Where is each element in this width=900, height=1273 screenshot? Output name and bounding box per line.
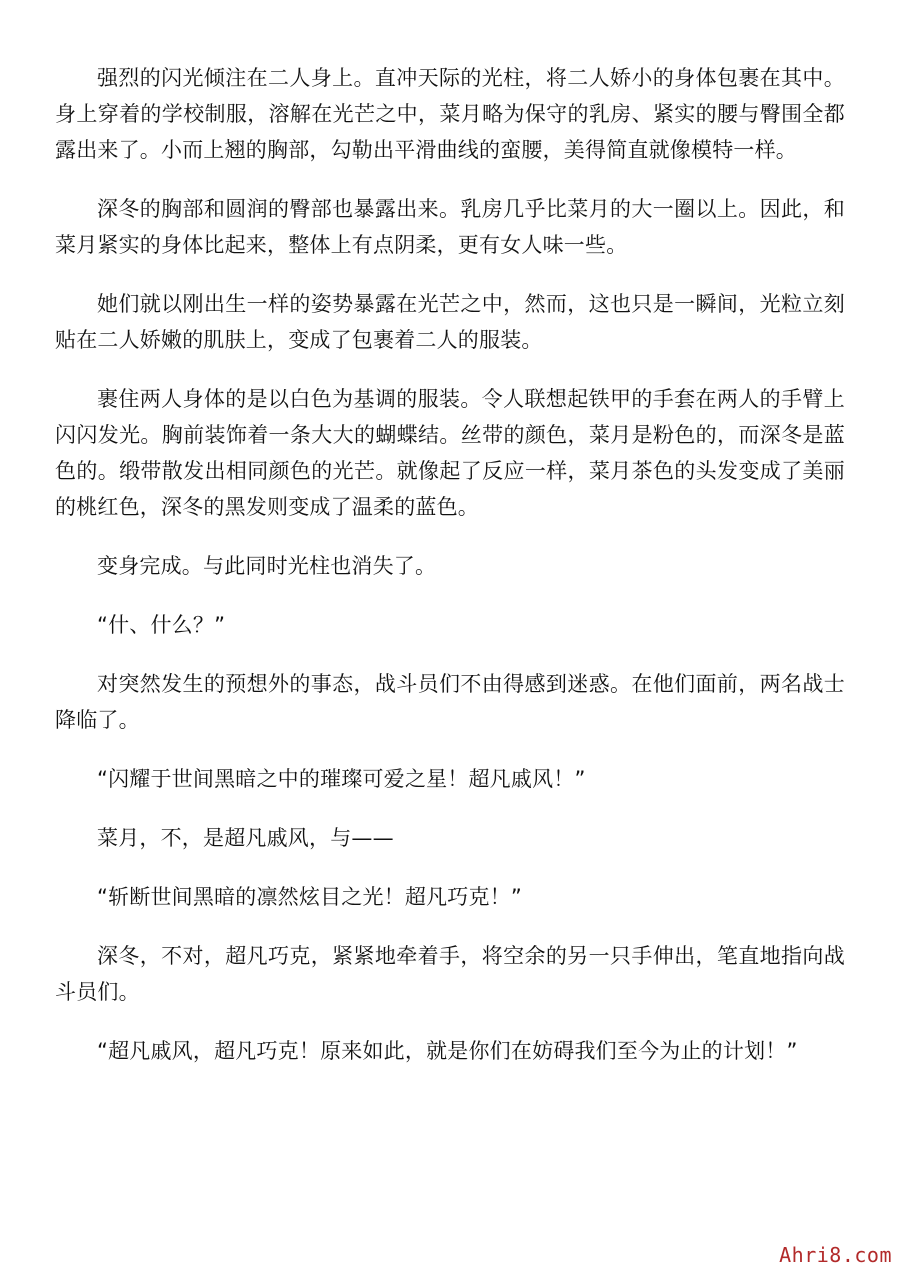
paragraph-7: 对突然发生的预想外的事态，战斗员们不由得感到迷惑。在他们面前，两名战士降临了。: [55, 672, 845, 732]
paragraph-12: “超凡戚风，超凡巧克！原来如此，就是你们在妨碍我们至今为止的计划！”: [97, 1039, 798, 1063]
paragraph-8: “闪耀于世间黑暗之中的璀璨可爱之星！超凡戚风！”: [97, 767, 586, 791]
paragraph-11: 深冬，不对，超凡巧克，紧紧地牵着手，将空余的另一只手伸出，笔直地指向战斗员们。: [55, 944, 845, 1004]
paragraph-9: 菜月，不，是超凡戚风，与——: [97, 826, 394, 850]
paragraph-4: 裹住两人身体的是以白色为基调的服装。令人联想起铁甲的手套在两人的手臂上闪闪发光。胸前装饰着一条大大的蝴蝶结。丝带的颜色，菜月是粉色的，而深冬是蓝色的。缎带散发出相同颜色的光芒。就像起了反应一样，菜月茶色的头发变成了美丽的桃红色，深冬的黑发则变成了温柔的蓝色。: [55, 387, 845, 519]
paragraph-10: “斩断世间黑暗的凛然炫目之光！超凡巧克！”: [97, 885, 522, 909]
paragraph-5: 变身完成。与此同时光柱也消失了。: [97, 554, 437, 578]
paragraph-1: 强烈的闪光倾注在二人身上。直冲天际的光柱，将二人娇小的身体包裹在其中。身上穿着的学校制服，溶解在光芒之中，菜月略为保守的乳房、紧实的腰与臀围全都露出来了。小而上翘的胸部，勾勒出平滑曲线的蛮腰，美得简直就像模特一样。: [55, 66, 845, 162]
document-body: [55, 60, 845, 1092]
watermark-text: Ahri8.com: [779, 1243, 892, 1267]
paragraph-6: “什、什么？”: [97, 613, 226, 637]
paragraph-2: 深冬的胸部和圆润的臀部也暴露出来。乳房几乎比菜月的大一圈以上。因此，和菜月紧实的身体比起来，整体上有点阴柔，更有女人味一些。: [55, 197, 845, 257]
paragraph-3: 她们就以刚出生一样的姿势暴露在光芒之中，然而，这也只是一瞬间，光粒立刻贴在二人娇嫩的肌肤上，变成了包裹着二人的服装。: [55, 292, 845, 352]
